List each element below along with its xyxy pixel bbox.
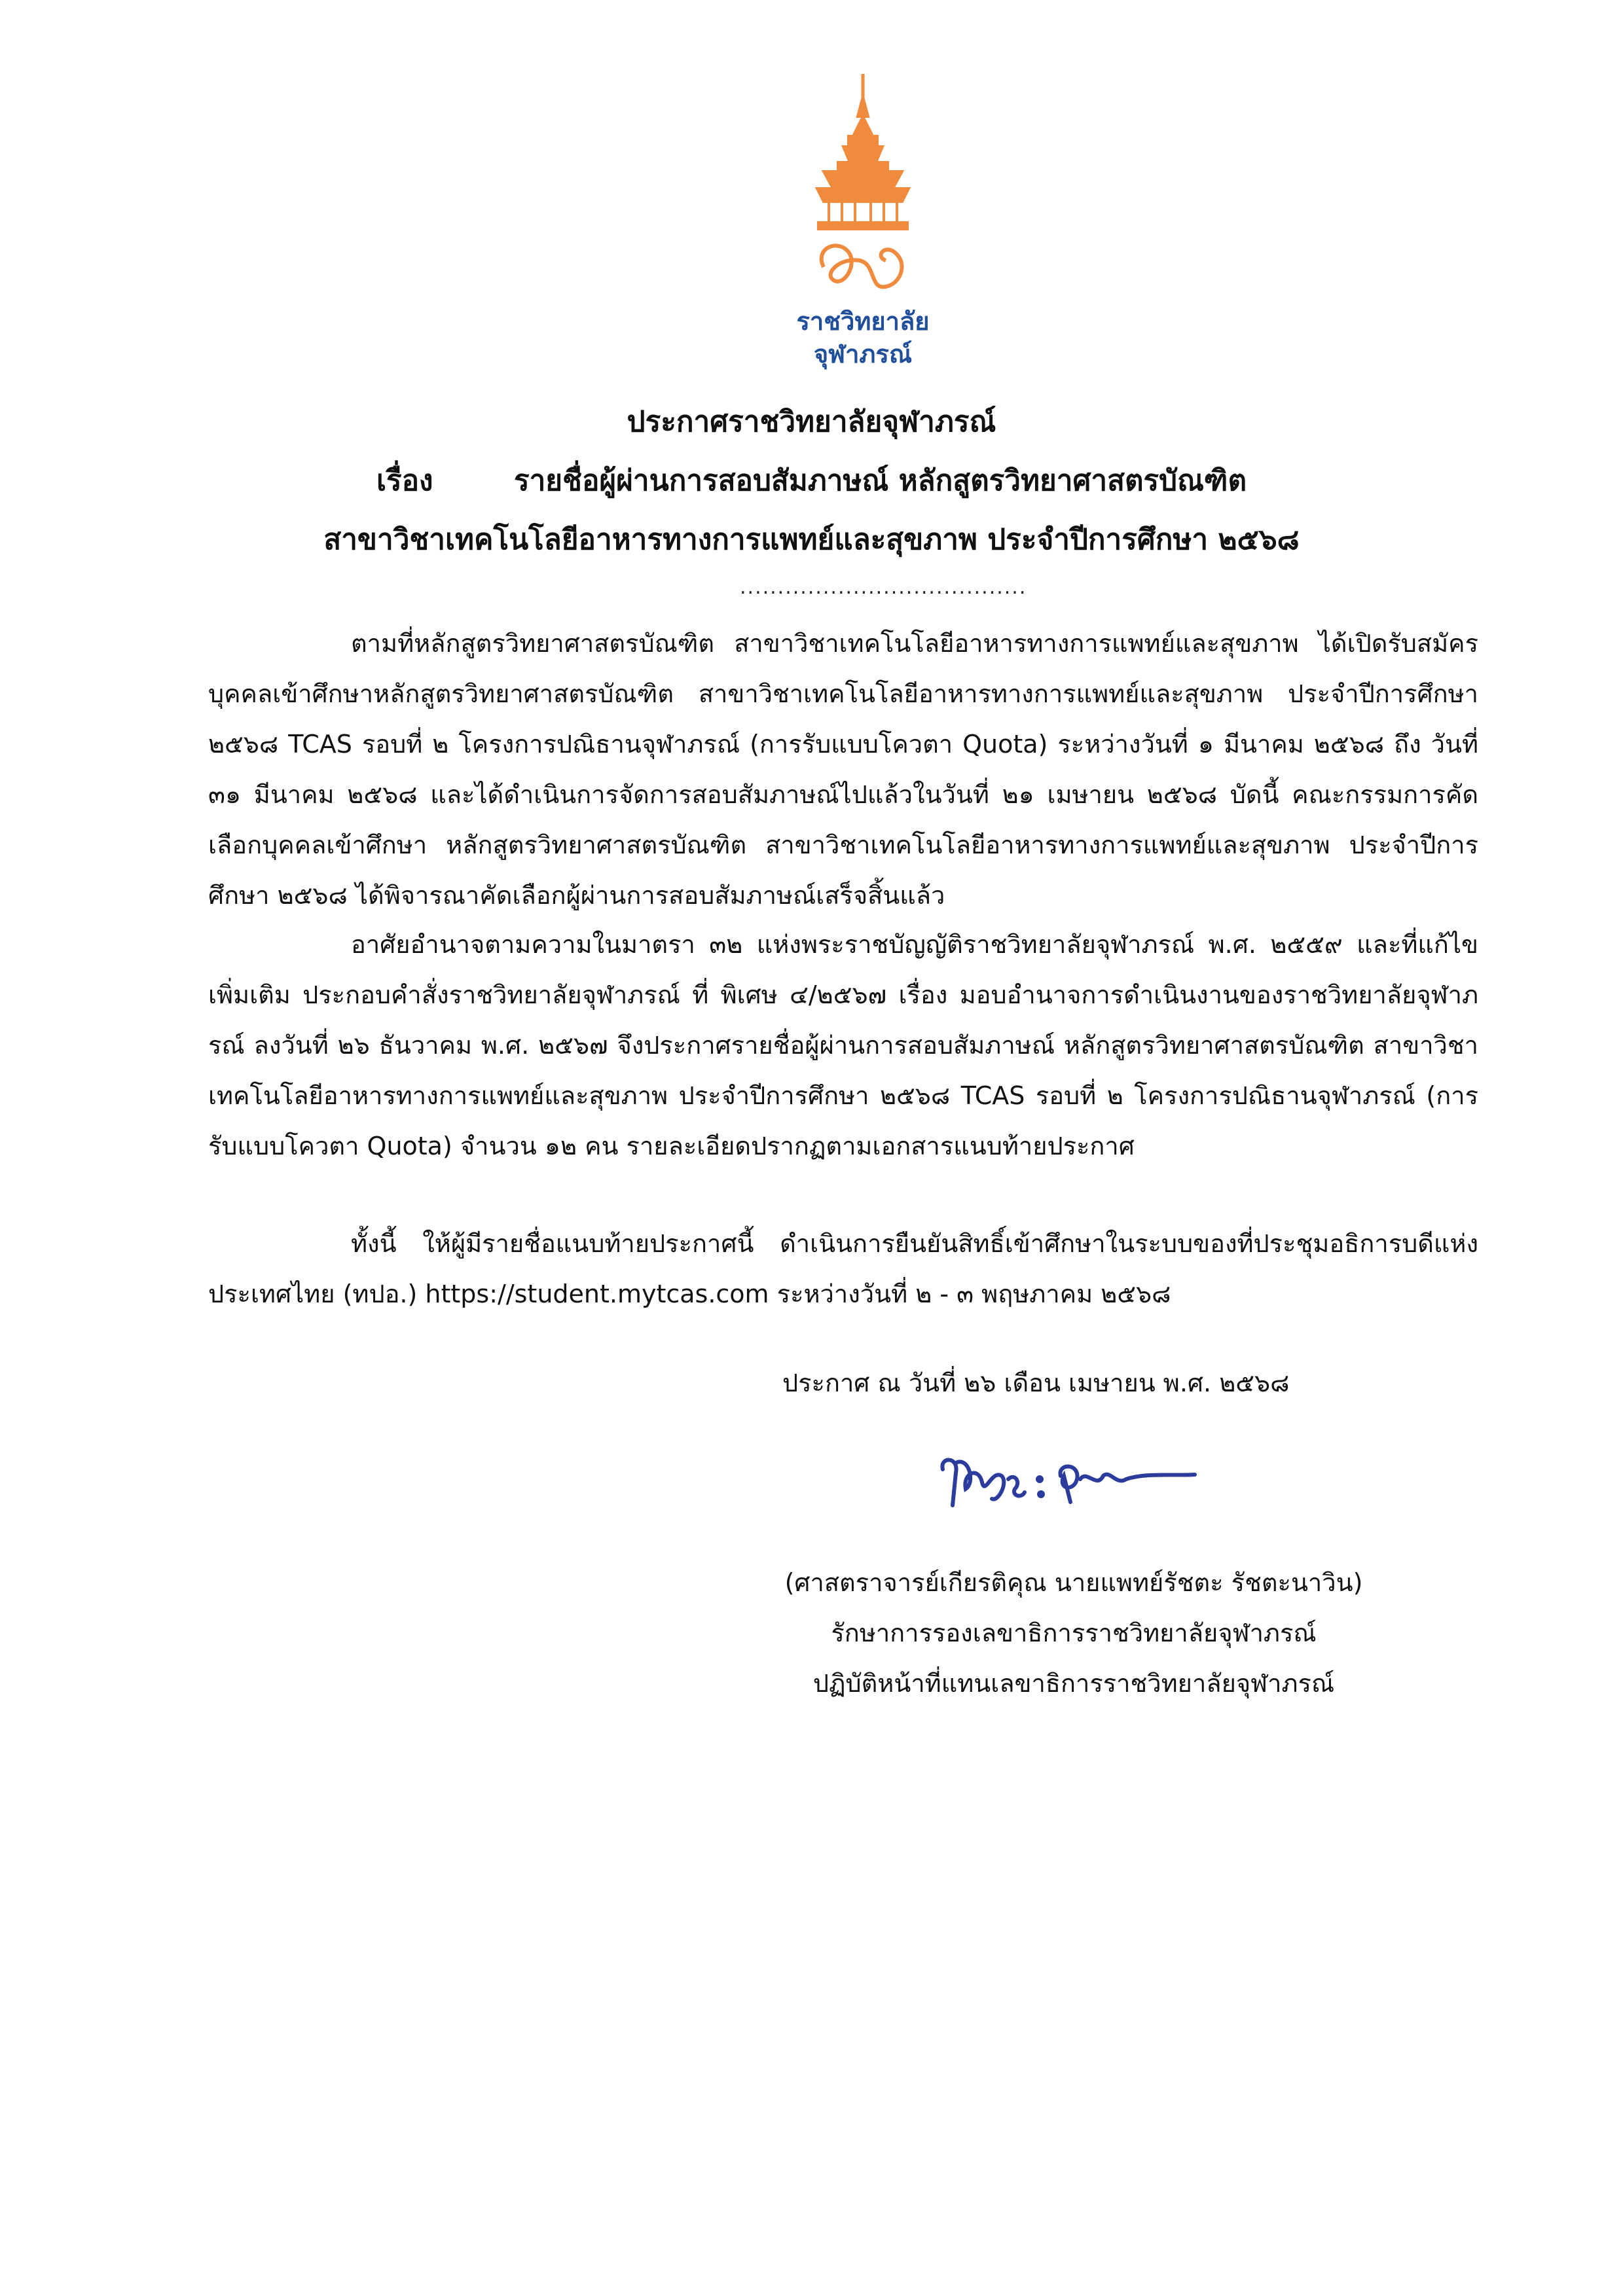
- paragraph-2-text: อาศัยอำนาจตามความในมาตรา ๓๒ แห่งพระราชบัญญัติราชวิทยาลัยจุฬาภรณ์ พ.ศ. ๒๕๕๙ และที่แก้ไขเพิ่มเติม ประกอบคำสั่งราชวิทยาลัยจุฬาภรณ์ ที่ พิเศษ ๔/๒๕๖๗ เรื่อง มอบอำนาจการดำเนินงานของราชวิทยาลัยจุฬาภรณ์ ลงวันที่ ๒๖ ธันวาคม พ.ศ. ๒๕๖๗ จึงประกาศรายชื่อผู้ผ่านการสอบสัมภาษณ์ หลักสูตรวิทยาศาสตรบัณฑิต สาขาวิชาเทคโนโลยีอาหารทางการแพทย์และสุขภาพ ประจำปีการศึกษา ๒๕๖๘ TCAS รอบที่ ๒ โครงการปณิธานจุฬาภรณ์ (การรับแบบโควตา Quota) จำนวน ๑๒ คน รายละเอียดปรากฏตามเอกสารแนบท้ายประกาศ: [208, 930, 1478, 1160]
- paragraph-2: [208, 920, 1478, 1172]
- institution-emblem: [778, 71, 948, 378]
- emblem-name-line1: ราชวิทยาลัย: [796, 307, 930, 336]
- announce-date: ประกาศ ณ วันที่ ๒๖ เดือน เมษายน พ.ศ. ๒๕๖๘: [782, 1369, 1290, 1397]
- paragraph-3-text: ทั้งนี้ ให้ผู้มีรายชื่อแนบท้ายประกาศนี้ ดำเนินการยืนยันสิทธิ์เข้าศึกษาในระบบของที่ประชุมอธิการบดีแห่งประเทศไทย (ทปอ.) https://student.mytcas.com ระหว่างวันที่ ๒ - ๓ พฤษภาคม ๒๕๖๘: [208, 1229, 1478, 1308]
- signature-image: [930, 1443, 1205, 1515]
- paragraph-1-text: ตามที่หลักสูตรวิทยาศาสตรบัณฑิต สาขาวิชาเทคโนโลยีอาหารทางการแพทย์และสุขภาพ ได้เปิดรับสมัครบุคคลเข้าศึกษาหลักสูตรวิทยาศาสตรบัณฑิต สาขาวิชาเทคโนโลยีอาหารทางการแพทย์และสุขภาพ ประจำปีการศึกษา ๒๕๖๘ TCAS รอบที่ ๒ โครงการปณิธานจุฬาภรณ์ (การรับแบบโควตา Quota) ระหว่างวันที่ ๑ มีนาคม ๒๕๖๘ ถึง วันที่ ๓๑ มีนาคม ๒๕๖๘ และได้ดำเนินการจัดการสอบสัมภาษณ์ไปแล้วในวันที่ ๒๑ เมษายน ๒๕๖๘ บัดนี้ คณะกรรมการคัดเลือกบุคคลเข้าศึกษา หลักสูตรวิทยาศาสตรบัณฑิต สาขาวิชาเทคโนโลยีอาหารทางการแพทย์และสุขภาพ ประจำปีการศึกษา ๒๕๖๘ ได้พิจารณาคัดเลือกผู้ผ่านการสอบสัมภาษณ์เสร็จสิ้นแล้ว: [208, 629, 1478, 910]
- paragraph-1: [208, 619, 1478, 921]
- subject-text: รายชื่อผู้ผ่านการสอบสัมภาษณ์ หลักสูตรวิทยาศาสตรบัณฑิต: [513, 464, 1247, 497]
- subject-label: เรื่อง: [376, 464, 433, 497]
- announcement-title: ประกาศราชวิทยาลัยจุฬาภรณ์: [627, 405, 996, 439]
- separator: ......................................: [740, 576, 1027, 599]
- paragraph-3: [208, 1219, 1478, 1319]
- signatory-position-1: รักษาการรองเลขาธิการราชวิทยาลัยจุฬาภรณ์: [831, 1619, 1317, 1647]
- announcement-subject-line2: สาขาวิชาเทคโนโลยีอาหารทางการแพทย์และสุขภาพ ประจำปีการศึกษา ๒๕๖๘: [323, 523, 1300, 556]
- crown-logo-icon: [778, 71, 948, 306]
- signatory-name: (ศาสตราจารย์เกียรติคุณ นายแพทย์รัชตะ รัชตะนาวิน): [784, 1568, 1363, 1597]
- emblem-name-line2: จุฬาภรณ์: [813, 340, 913, 368]
- announcement-subject: [0, 458, 1623, 504]
- signatory-position-2: ปฏิบัติหน้าที่แทนเลขาธิการราชวิทยาลัยจุฬาภรณ์: [812, 1669, 1335, 1698]
